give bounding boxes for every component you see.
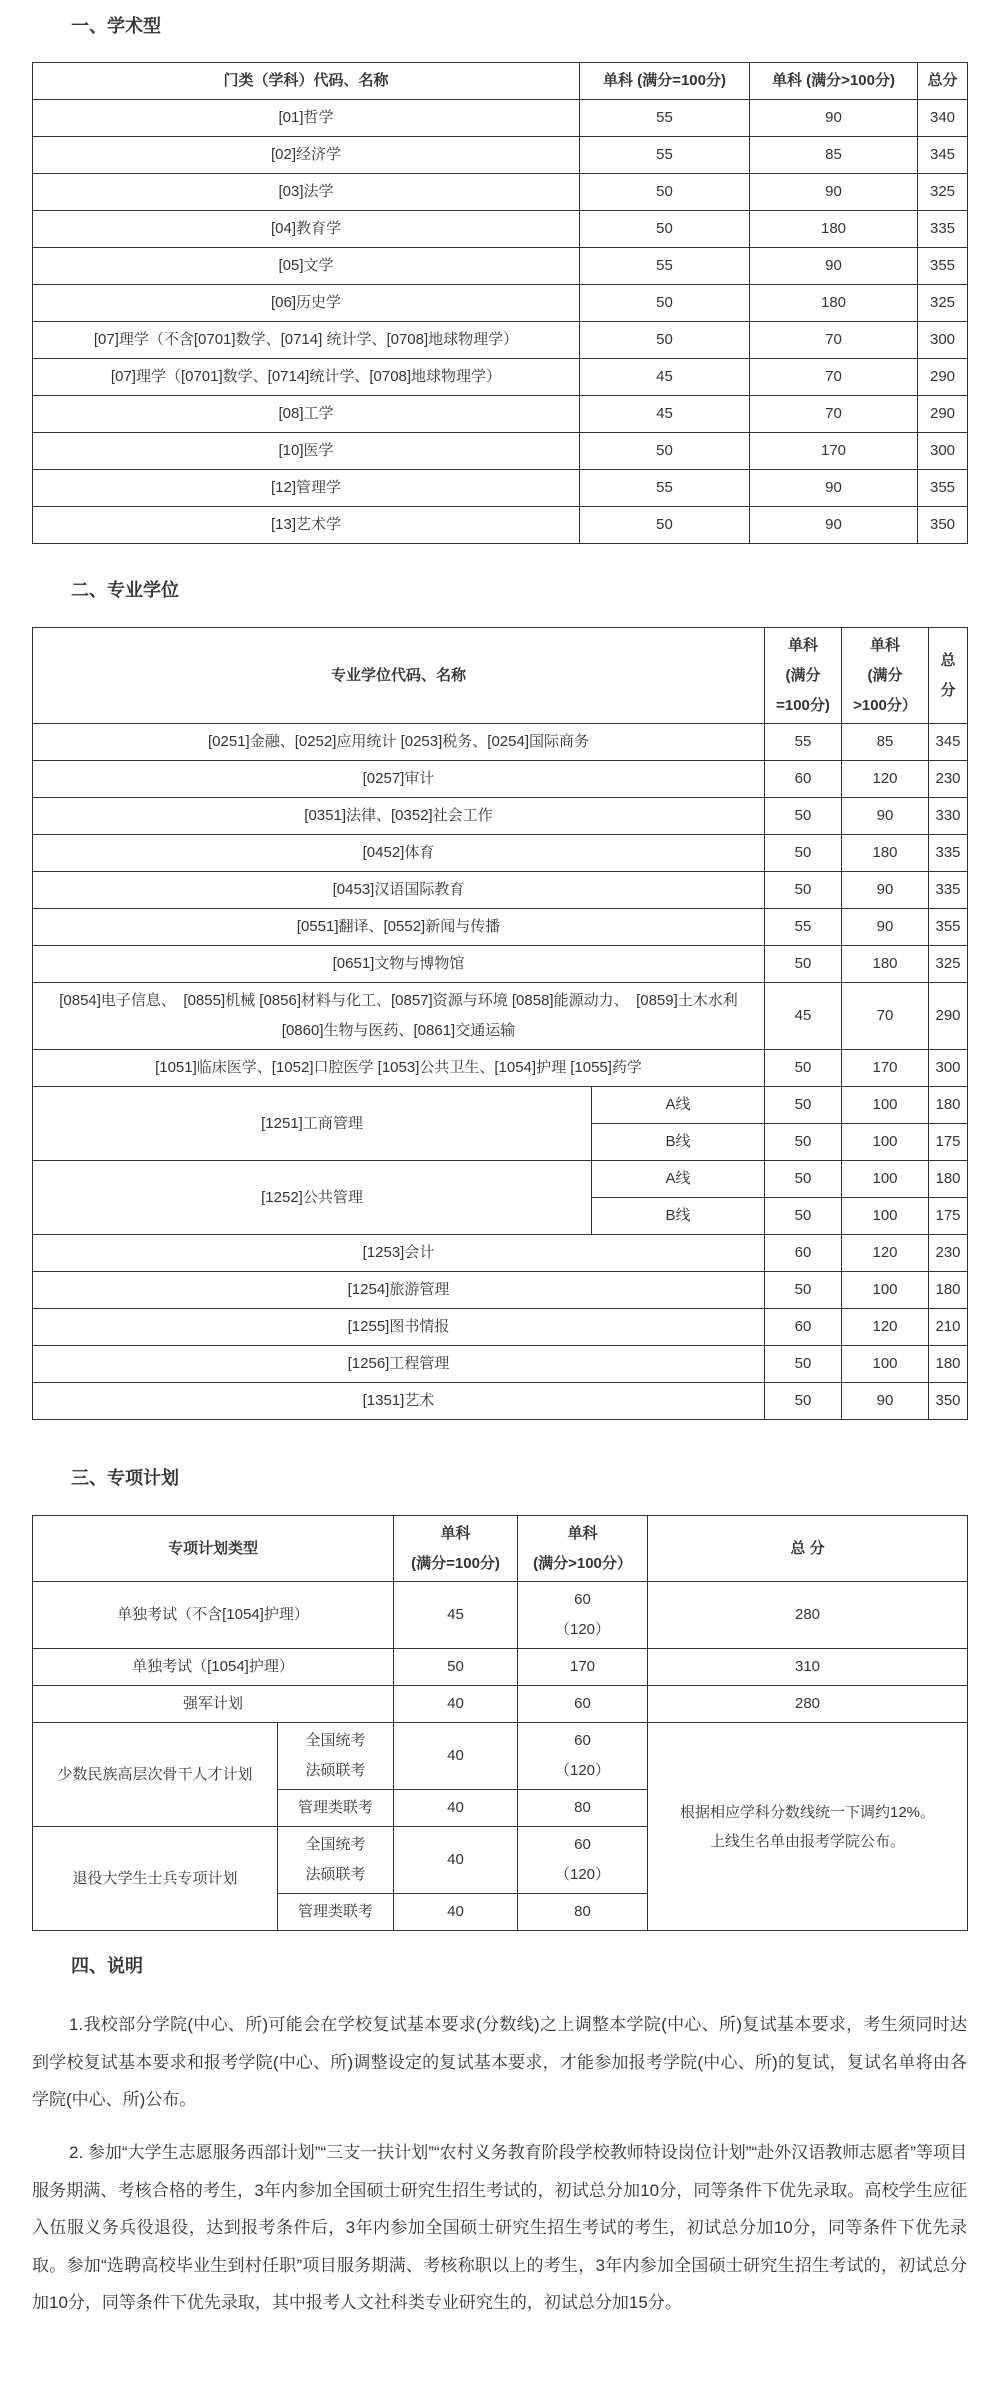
header-line: (满分 xyxy=(867,666,903,684)
total-cell: 330 xyxy=(929,798,968,835)
single-100-cell: 50 xyxy=(765,1346,842,1383)
table-row xyxy=(33,946,968,983)
single-100-cell: 60 xyxy=(765,1309,842,1346)
single-over-100-cell: 180 xyxy=(750,211,918,248)
total-cell: 350 xyxy=(918,507,968,544)
cell-line: 60 xyxy=(574,1591,591,1608)
table-row xyxy=(33,359,968,396)
total-cell: 300 xyxy=(929,1050,968,1087)
single-100-cell: 40 xyxy=(394,1894,518,1931)
single-100-cell: 50 xyxy=(580,211,750,248)
single-100-cell: 50 xyxy=(765,1383,842,1420)
table-row xyxy=(33,1723,968,1790)
degree-name-cell: [0551]翻译、[0552]新闻与传播 xyxy=(33,909,765,946)
total-cell: 300 xyxy=(918,322,968,359)
table-row xyxy=(33,1383,968,1420)
single-over-100-cell: 90 xyxy=(750,507,918,544)
header-single-100 xyxy=(765,628,842,724)
cell-line: 60 xyxy=(574,1836,591,1853)
table-row xyxy=(33,1272,968,1309)
degree-name-cell: [1051]临床医学、[1052]口腔医学 [1053]公共卫生、[1054]护理 [1055]药学 xyxy=(33,1050,765,1087)
degree-name-cell: [1252]公共管理 xyxy=(33,1161,592,1235)
line-type-cell: B线 xyxy=(592,1198,765,1235)
total-cell: 340 xyxy=(918,100,968,137)
single-over-100-cell: 120 xyxy=(842,1309,929,1346)
single-100-cell: 55 xyxy=(580,470,750,507)
single-100-cell: 50 xyxy=(580,322,750,359)
single-100-cell: 45 xyxy=(394,1582,518,1649)
table-row xyxy=(33,1161,968,1198)
total-cell: 175 xyxy=(929,1124,968,1161)
degree-name-cell: [1255]图书情报 xyxy=(33,1309,765,1346)
single-over-100-cell: 90 xyxy=(842,872,929,909)
discipline-cell: [08]工学 xyxy=(33,396,580,433)
header-line: (满分>100分） xyxy=(533,1554,632,1572)
single-over-100-cell: 85 xyxy=(842,724,929,761)
table-row xyxy=(33,909,968,946)
line-type-cell: A线 xyxy=(592,1087,765,1124)
single-over-100-cell: 100 xyxy=(842,1161,929,1198)
single-over-100-cell: 180 xyxy=(842,946,929,983)
note-paragraph-1: 1.我校部分学院(中心、所)可能会在学校复试基本要求(分数线)之上调整本学院(中心、所)复试基本要求，考生须同时达到学校复试基本要求和报考学院(中心、所)调整设定的复试基本要求，才能参加报考学院(中心、所)的复试，复试名单将由各学院(中心、所)公布。 xyxy=(32,2015,967,2109)
single-over-100-cell: 170 xyxy=(842,1050,929,1087)
header-single-100 xyxy=(394,1516,518,1582)
single-over-100-cell: 90 xyxy=(750,248,918,285)
cell-line: （120） xyxy=(555,1621,611,1638)
degree-name-cell: [1251]工商管理 xyxy=(33,1087,592,1161)
discipline-cell: [10]医学 xyxy=(33,433,580,470)
single-over-100-cell: 90 xyxy=(750,174,918,211)
single-100-cell: 40 xyxy=(394,1827,518,1894)
table-row xyxy=(33,983,968,1050)
exam-type-cell xyxy=(278,1723,394,1790)
single-100-cell: 50 xyxy=(765,872,842,909)
total-cell: 325 xyxy=(929,946,968,983)
section-title-notes: 四、说明 xyxy=(71,1956,143,1976)
degree-name-cell: [1253]会计 xyxy=(33,1235,765,1272)
table-row xyxy=(33,100,968,137)
single-over-100-cell: 70 xyxy=(750,396,918,433)
single-over-100-cell xyxy=(518,1827,648,1894)
total-cell: 290 xyxy=(918,396,968,433)
exam-type-cell: 管理类联考 xyxy=(278,1790,394,1827)
table-row xyxy=(33,248,968,285)
single-100-cell: 55 xyxy=(580,100,750,137)
total-cell: 230 xyxy=(929,761,968,798)
single-over-100-cell: 100 xyxy=(842,1272,929,1309)
discipline-cell: [04]教育学 xyxy=(33,211,580,248)
single-over-100-cell: 85 xyxy=(750,137,918,174)
header-line: =100分) xyxy=(776,696,830,714)
header-line: 单科 xyxy=(440,1524,471,1542)
degree-name-cell: [0452]体育 xyxy=(33,835,765,872)
single-over-100-cell: 70 xyxy=(750,322,918,359)
single-100-cell: 45 xyxy=(765,983,842,1050)
note-paragraph-2: 2. 参加“大学生志愿服务西部计划”“三支一扶计划”“农村义务教育阶段学校教师特设岗位计划”“赴外汉语教师志愿者”等项目服务期满、考核合格的考生，3年内参加全国硕士研究生招生考试的，初试总分加10分，同等条件下优先录取。高校学生应征入伍服义务兵役退役，达到报考条件后，3年内参加全国硕士研究生招生考试的考生，初试总分加10分，同等条件下优先录取。参加“选聘高校毕业生到村任职”项目服务期满、考核称职以上的考生，3年内参加全国硕士研究生招生考试的，初试总分加10分，同等条件下优先录取，其中报考人文社科类专业研究生的，初试总分加15分。 xyxy=(32,2143,967,2312)
note-line: 根据相应学科分数线统一下调约12%。 xyxy=(680,1803,936,1821)
table-row xyxy=(33,1050,968,1087)
table-row xyxy=(33,396,968,433)
discipline-cell: [07]理学（[0701]数学、[0714]统计学、[0708]地球物理学） xyxy=(33,359,580,396)
table-header-row xyxy=(33,1516,968,1582)
total-cell: 180 xyxy=(929,1161,968,1198)
discipline-cell: [05]文学 xyxy=(33,248,580,285)
table-row xyxy=(33,1346,968,1383)
single-over-100-cell: 90 xyxy=(842,798,929,835)
header-line: 分 xyxy=(940,681,956,699)
header-total: 总 分 xyxy=(648,1516,968,1582)
total-cell: 175 xyxy=(929,1198,968,1235)
discipline-cell: [02]经济学 xyxy=(33,137,580,174)
header-single-100: 单科 (满分=100分) xyxy=(580,63,750,100)
header-line: (满分 xyxy=(785,666,821,684)
single-over-100-cell: 100 xyxy=(842,1124,929,1161)
table-row xyxy=(33,1582,968,1649)
total-cell: 325 xyxy=(918,174,968,211)
header-line: >100分） xyxy=(853,696,917,714)
single-100-cell: 60 xyxy=(765,761,842,798)
exam-type-cell xyxy=(278,1827,394,1894)
table-row xyxy=(33,433,968,470)
header-line: 总 xyxy=(940,651,956,669)
single-100-cell: 45 xyxy=(580,396,750,433)
single-100-cell: 40 xyxy=(394,1686,518,1723)
discipline-cell: [12]管理学 xyxy=(33,470,580,507)
single-100-cell: 50 xyxy=(765,1272,842,1309)
single-over-100-cell: 90 xyxy=(750,100,918,137)
degree-name-cell: [1254]旅游管理 xyxy=(33,1272,765,1309)
degree-name-cell: [0257]审计 xyxy=(33,761,765,798)
line-type-cell: B线 xyxy=(592,1124,765,1161)
discipline-cell: [07]理学（不含[0701]数学、[0714] 统计学、[0708]地球物理学） xyxy=(33,322,580,359)
single-100-cell: 50 xyxy=(765,835,842,872)
single-100-cell: 55 xyxy=(580,137,750,174)
single-100-cell: 50 xyxy=(765,946,842,983)
cell-line: 全国统考 xyxy=(305,1732,366,1749)
table-row xyxy=(33,285,968,322)
cell-line: 法硕联考 xyxy=(305,1762,366,1779)
exam-type-cell: 管理类联考 xyxy=(278,1894,394,1931)
single-over-100-cell: 100 xyxy=(842,1198,929,1235)
table-row xyxy=(33,724,968,761)
plan-type-cell: 强军计划 xyxy=(33,1686,394,1723)
single-100-cell: 50 xyxy=(580,174,750,211)
single-100-cell: 40 xyxy=(394,1723,518,1790)
header-line: 单科 xyxy=(870,636,901,654)
single-over-100-cell: 170 xyxy=(518,1649,648,1686)
header-degree-name: 专业学位代码、名称 xyxy=(33,628,765,724)
single-100-cell: 55 xyxy=(765,909,842,946)
total-note-cell xyxy=(648,1723,968,1931)
single-over-100-cell: 90 xyxy=(750,470,918,507)
section-title-academic: 一、学术型 xyxy=(71,16,161,36)
single-over-100-cell: 90 xyxy=(842,1383,929,1420)
table-row xyxy=(33,872,968,909)
table-row xyxy=(33,1649,968,1686)
total-cell: 335 xyxy=(929,872,968,909)
header-discipline: 门类（学科）代码、名称 xyxy=(33,63,580,100)
single-over-100-cell: 60 xyxy=(518,1686,648,1723)
single-over-100-cell: 70 xyxy=(750,359,918,396)
discipline-cell: [03]法学 xyxy=(33,174,580,211)
table-row xyxy=(33,1087,968,1124)
plan-type-cell: 退役大学生士兵专项计划 xyxy=(33,1827,278,1931)
total-cell: 280 xyxy=(648,1686,968,1723)
plan-type-cell: 单独考试（[1054]护理） xyxy=(33,1649,394,1686)
header-line: (满分=100分) xyxy=(411,1554,500,1572)
single-100-cell: 50 xyxy=(765,1161,842,1198)
total-cell: 290 xyxy=(918,359,968,396)
single-over-100-cell: 180 xyxy=(842,835,929,872)
single-over-100-cell: 80 xyxy=(518,1894,648,1931)
total-cell: 325 xyxy=(918,285,968,322)
single-100-cell: 50 xyxy=(394,1649,518,1686)
single-over-100-cell: 90 xyxy=(842,909,929,946)
table-row xyxy=(33,1235,968,1272)
single-100-cell: 50 xyxy=(580,285,750,322)
single-over-100-cell: 80 xyxy=(518,1790,648,1827)
discipline-cell: [01]哲学 xyxy=(33,100,580,137)
table-row xyxy=(33,470,968,507)
single-100-cell: 60 xyxy=(765,1235,842,1272)
header-line: 单科 xyxy=(788,636,819,654)
total-cell: 335 xyxy=(918,211,968,248)
degree-name-cell: [1351]艺术 xyxy=(33,1383,765,1420)
header-line: 单科 xyxy=(567,1524,598,1542)
single-100-cell: 40 xyxy=(394,1790,518,1827)
single-100-cell: 55 xyxy=(765,724,842,761)
total-cell: 300 xyxy=(918,433,968,470)
total-cell: 230 xyxy=(929,1235,968,1272)
total-cell: 345 xyxy=(929,724,968,761)
total-cell: 280 xyxy=(648,1582,968,1649)
header-single-over-100 xyxy=(842,628,929,724)
table-row xyxy=(33,1686,968,1723)
single-100-cell: 50 xyxy=(765,1124,842,1161)
degree-name-cell: [0453]汉语国际教育 xyxy=(33,872,765,909)
total-cell: 290 xyxy=(929,983,968,1050)
section-title-professional: 二、专业学位 xyxy=(71,580,179,600)
cell-line: （120） xyxy=(555,1866,611,1883)
single-100-cell: 55 xyxy=(580,248,750,285)
single-over-100-cell: 100 xyxy=(842,1087,929,1124)
total-cell: 310 xyxy=(648,1649,968,1686)
single-100-cell: 50 xyxy=(765,1087,842,1124)
line-type-cell: A线 xyxy=(592,1161,765,1198)
total-cell: 210 xyxy=(929,1309,968,1346)
discipline-cell: [06]历史学 xyxy=(33,285,580,322)
total-cell: 355 xyxy=(918,248,968,285)
header-single-over-100 xyxy=(518,1516,648,1582)
total-cell: 180 xyxy=(929,1272,968,1309)
table-row xyxy=(33,211,968,248)
single-over-100-cell: 120 xyxy=(842,1235,929,1272)
total-cell: 355 xyxy=(929,909,968,946)
single-100-cell: 50 xyxy=(580,507,750,544)
total-cell: 180 xyxy=(929,1087,968,1124)
cell-line: 法硕联考 xyxy=(305,1866,366,1883)
cell-line: （120） xyxy=(555,1762,611,1779)
total-cell: 180 xyxy=(929,1346,968,1383)
degree-name-cell: [0854]电子信息、 [0855]机械 [0856]材料与化工、[0857]资源与环境 [0858]能源动力、 [0859]土木水利 [0860]生物与医药、[0861]交通运输 xyxy=(33,983,765,1050)
table-row xyxy=(33,798,968,835)
total-cell: 345 xyxy=(918,137,968,174)
degree-name-cell: [0251]金融、[0252]应用统计 [0253]税务、[0254]国际商务 xyxy=(33,724,765,761)
header-plan-type: 专项计划类型 xyxy=(33,1516,394,1582)
plan-type-cell: 少数民族高层次骨干人才计划 xyxy=(33,1723,278,1827)
table-row xyxy=(33,835,968,872)
plan-type-cell: 单独考试（不含[1054]护理） xyxy=(33,1582,394,1649)
degree-name-cell: [0351]法律、[0352]社会工作 xyxy=(33,798,765,835)
single-100-cell: 50 xyxy=(765,798,842,835)
discipline-cell: [13]艺术学 xyxy=(33,507,580,544)
single-100-cell: 50 xyxy=(765,1050,842,1087)
special-plan-score-table xyxy=(32,1515,968,1931)
table-row xyxy=(33,322,968,359)
table-row xyxy=(33,137,968,174)
single-100-cell: 45 xyxy=(580,359,750,396)
header-total: 总分 xyxy=(918,63,968,100)
professional-score-table xyxy=(32,627,968,1420)
note-line: 上线生名单由报考学院公布。 xyxy=(710,1832,906,1850)
single-over-100-cell: 100 xyxy=(842,1346,929,1383)
academic-score-table xyxy=(32,62,968,544)
single-over-100-cell xyxy=(518,1723,648,1790)
cell-line: 60 xyxy=(574,1732,591,1749)
single-over-100-cell xyxy=(518,1582,648,1649)
table-row xyxy=(33,761,968,798)
total-cell: 350 xyxy=(929,1383,968,1420)
single-100-cell: 50 xyxy=(580,433,750,470)
section-title-special: 三、专项计划 xyxy=(71,1468,179,1488)
total-cell: 335 xyxy=(929,835,968,872)
table-row xyxy=(33,174,968,211)
total-cell: 355 xyxy=(918,470,968,507)
single-over-100-cell: 180 xyxy=(750,285,918,322)
table-row xyxy=(33,1309,968,1346)
table-header-row xyxy=(33,63,968,100)
single-over-100-cell: 170 xyxy=(750,433,918,470)
degree-name-cell: [1256]工程管理 xyxy=(33,1346,765,1383)
degree-name-cell: [0651]文物与博物馆 xyxy=(33,946,765,983)
single-over-100-cell: 120 xyxy=(842,761,929,798)
single-100-cell: 50 xyxy=(765,1198,842,1235)
table-row xyxy=(33,507,968,544)
single-over-100-cell: 70 xyxy=(842,983,929,1050)
header-total xyxy=(929,628,968,724)
header-single-over-100: 单科 (满分>100分) xyxy=(750,63,918,100)
table-header-row xyxy=(33,628,968,724)
cell-line: 全国统考 xyxy=(305,1836,366,1853)
